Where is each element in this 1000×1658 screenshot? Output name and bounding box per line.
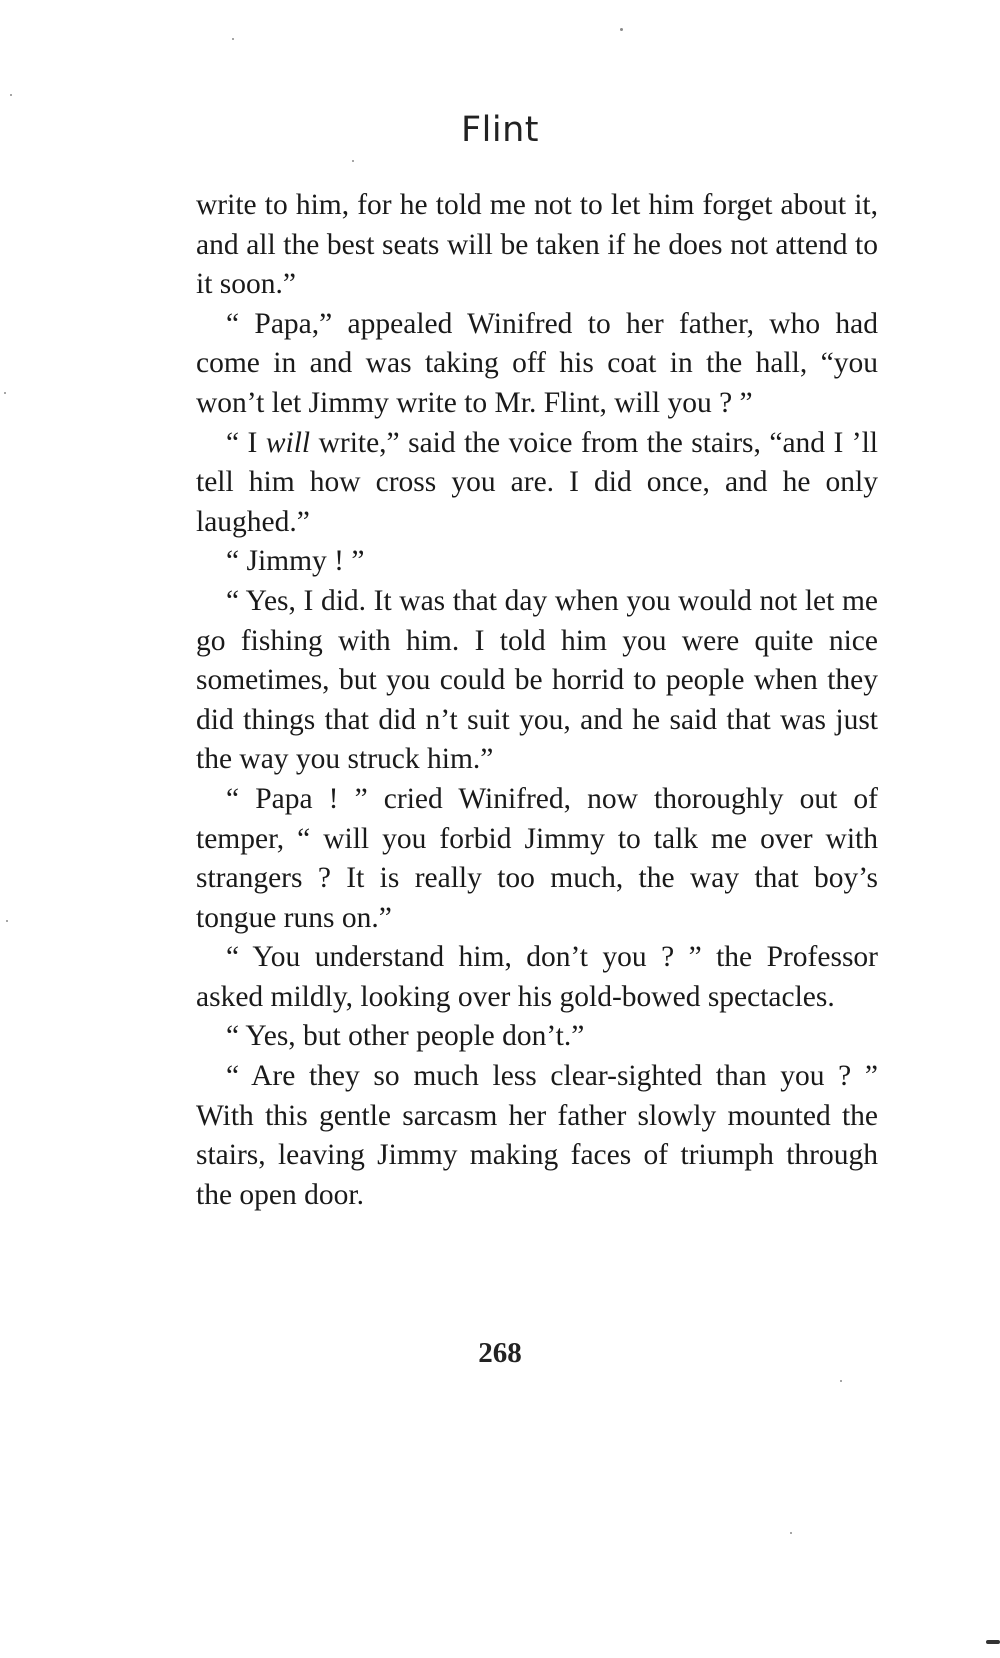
paragraph-2 <box>196 305 878 424</box>
scan-speck <box>10 94 12 96</box>
paragraph-7-text: “ You understand him, don’t you ? ” the Professor asked mildly, looking over his gold-bowed spectacles. <box>196 941 878 1013</box>
scan-speck <box>620 28 623 31</box>
scan-speck <box>790 1532 792 1534</box>
running-head: Flint <box>461 110 539 150</box>
scan-speck <box>352 160 354 162</box>
scan-speck <box>4 392 6 394</box>
paragraph-3-text-start: “ I <box>226 426 266 459</box>
paragraph-3 <box>196 424 878 543</box>
paragraph-2-text: “ Papa,” appealed Winifred to her father, who had come in and was taking off his coat in the hall, “you won’t let Jimmy write to Mr. Flint, will you ? ” <box>196 307 878 419</box>
page-number: 268 <box>478 1337 522 1369</box>
scan-speck <box>6 920 8 922</box>
scan-speck <box>232 38 234 40</box>
paragraph-3-emphasis: will <box>265 426 311 459</box>
body-text <box>196 186 878 1215</box>
scan-speck <box>840 1380 842 1382</box>
page-edge-mark <box>986 1640 1000 1644</box>
paragraph-4-text: “ Jimmy ! ” <box>226 545 365 578</box>
paragraph-6 <box>196 780 878 938</box>
paragraph-1-text: write to him, for he told me not to let him forget about it, and all the best seats will be taken if he does not attend to it soon.” <box>196 189 878 301</box>
paragraph-5-text: “ Yes, I did. It was that day when you would not let me go fishing with him. I told him you were quite nice sometimes, but you could be horrid to people when they did things that did n’t suit you, and he said that was just the way you struck him.” <box>196 584 878 776</box>
paragraph-3-text-end: write,” said the voice from the stairs, “and I ’ll tell him how cross you are. I did once, and he only laughed.” <box>196 426 878 538</box>
paragraph-8 <box>196 1017 878 1057</box>
paragraph-8-text: “ Yes, but other people don’t.” <box>226 1020 585 1053</box>
paragraph-1 <box>196 186 878 305</box>
paragraph-7 <box>196 938 878 1017</box>
paragraph-5 <box>196 582 878 780</box>
paragraph-9 <box>196 1057 878 1215</box>
paragraph-4 <box>196 542 878 582</box>
paragraph-6-text: “ Papa ! ” cried Winifred, now thoroughly out of temper, “ will you forbid Jimmy to talk me over with strangers ? It is really too much, the way that boy’s tongue runs on.” <box>196 782 878 934</box>
paragraph-9-text: “ Are they so much less clear-sighted than you ? ” With this gentle sarcasm her father slowly mounted the stairs, leaving Jimmy making faces of triumph through the open door. <box>196 1060 878 1211</box>
